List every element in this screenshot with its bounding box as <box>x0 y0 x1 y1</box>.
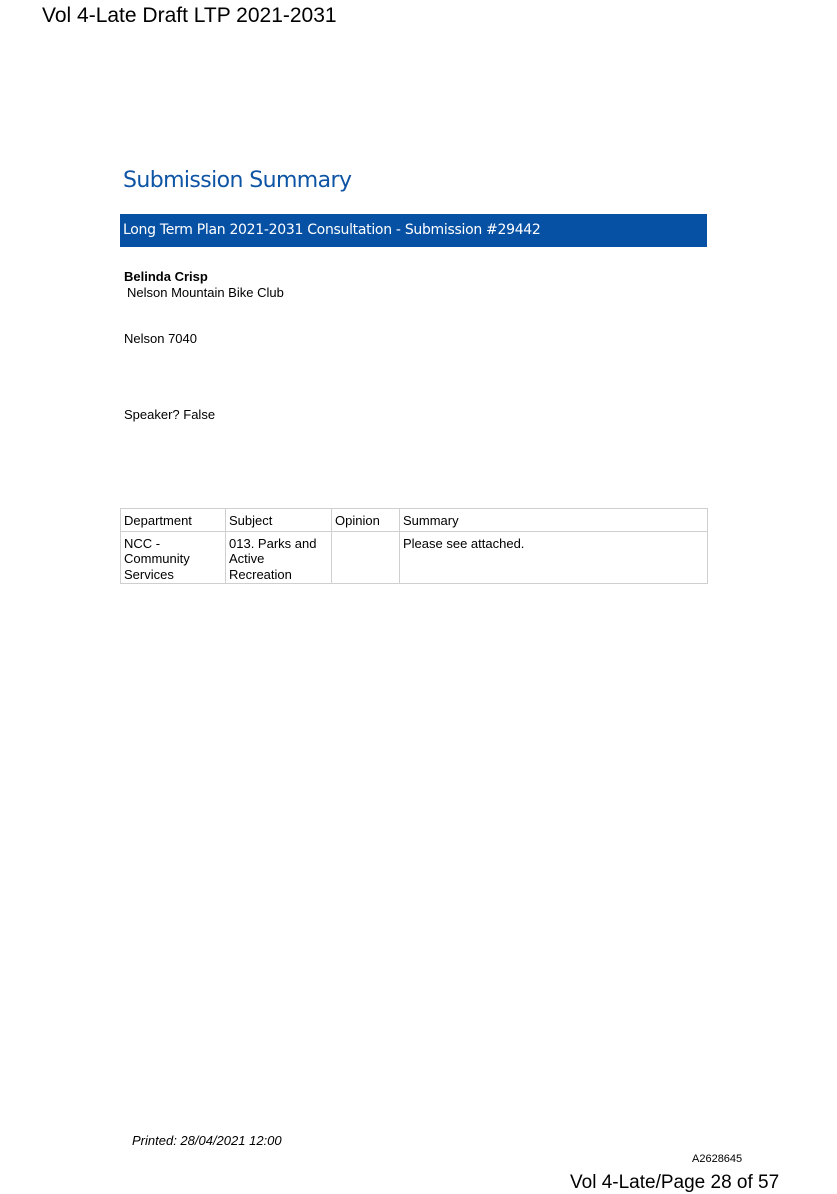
cell-opinion <box>332 531 400 584</box>
column-header-opinion: Opinion <box>332 509 400 532</box>
column-header-summary: Summary <box>400 509 708 532</box>
submission-table <box>120 508 708 584</box>
cell-subject: 013. Parks and Active Recreation <box>226 531 332 584</box>
page-title: Submission Summary <box>123 168 352 193</box>
cell-summary: Please see attached. <box>400 531 708 584</box>
column-header-department: Department <box>121 509 226 532</box>
column-header-subject: Subject <box>226 509 332 532</box>
volume-header: Vol 4-Late Draft LTP 2021-2031 <box>42 4 337 27</box>
table-row <box>121 531 708 584</box>
submitter-organisation: Nelson Mountain Bike Club <box>127 285 284 300</box>
submitter-name: Belinda Crisp <box>124 269 208 284</box>
cell-department: NCC - Community Services <box>121 531 226 584</box>
document-id: A2628645 <box>692 1153 743 1165</box>
page-number-footer: Vol 4-Late/Page 28 of 57 <box>570 1172 780 1193</box>
printed-timestamp: Printed: 28/04/2021 12:00 <box>132 1133 282 1148</box>
speaker-status: Speaker? False <box>124 407 216 422</box>
submitter-city: Nelson 7040 <box>124 331 197 346</box>
submission-banner: Long Term Plan 2021-2031 Consultation - Submission #29442 <box>120 214 707 247</box>
table-header-row <box>121 509 708 532</box>
